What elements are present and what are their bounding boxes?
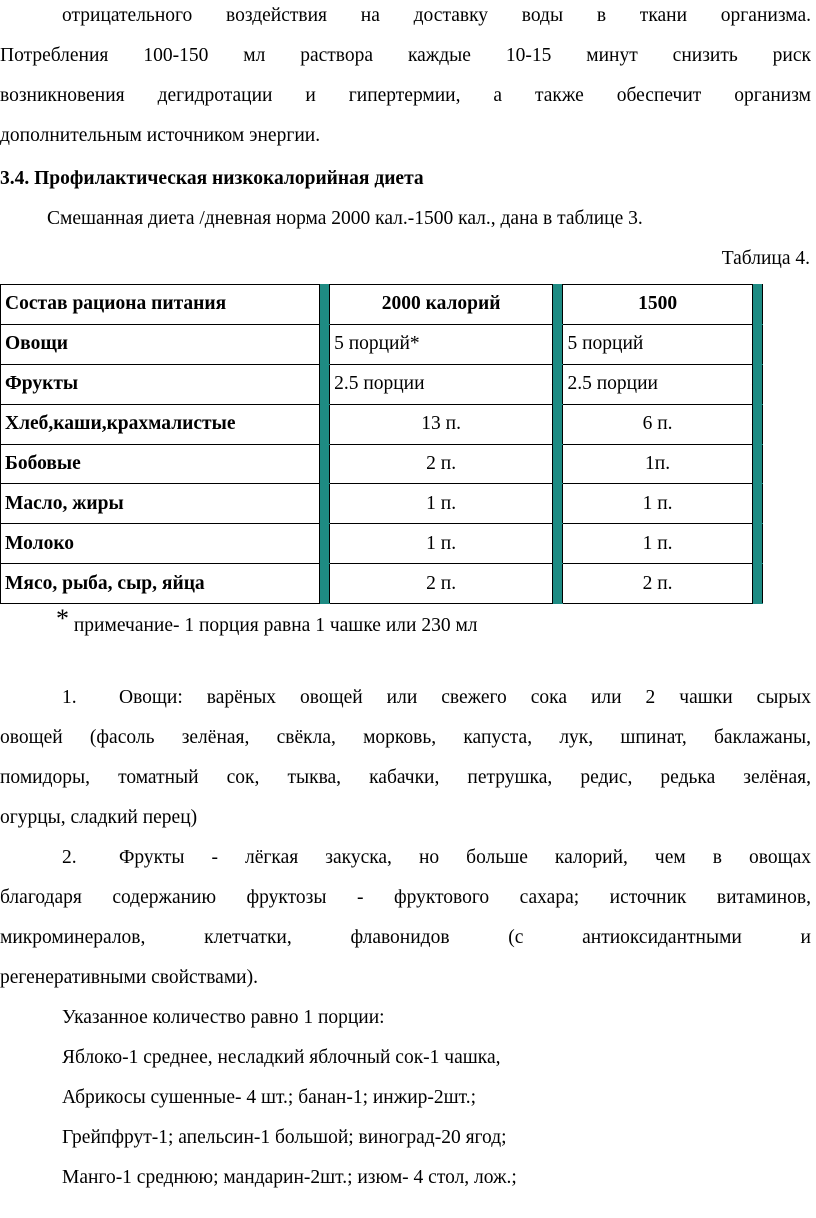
- list-item-text: Фрукты - лёгкая закуска, но больше калорий, чем в овощах: [119, 847, 811, 868]
- table-header-row: [1, 285, 763, 325]
- list-item-number: 1.: [62, 687, 77, 708]
- table-cell: Овощи: [1, 324, 320, 364]
- column-divider: [319, 324, 329, 364]
- paragraph-line: огурцы, сладкий перец): [0, 807, 198, 828]
- paragraph-line: благодаря содержанию фруктозы - фруктового сахара; источник витаминов,: [0, 887, 811, 908]
- table-cell: Хлеб,каши,крахмалистые: [1, 404, 320, 444]
- table-row: [1, 364, 763, 404]
- column-divider: [752, 484, 762, 524]
- table-cell: 1п.: [563, 444, 752, 484]
- portion-line: Грейпфрут-1; апельсин-1 большой; виноград-20 ягод;: [62, 1127, 507, 1148]
- list-item-text: Овощи: варёных овощей или свежего сока или 2 чашки сырых: [119, 687, 811, 708]
- table-cell: 2.5 порции: [330, 364, 553, 404]
- column-divider: [319, 444, 329, 484]
- paragraph-line: Потребления 100-150 мл раствора каждые 10-15 минут снизить риск: [0, 45, 811, 66]
- table-cell: Масло, жиры: [1, 484, 320, 524]
- column-divider: [752, 324, 762, 364]
- intro-line: Смешанная диета /дневная норма 2000 кал.-1500 кал., дана в таблице 3.: [47, 208, 643, 229]
- column-divider: [752, 404, 762, 444]
- table-caption: Таблица 4.: [721, 248, 810, 269]
- column-divider: [553, 404, 563, 444]
- column-divider: [319, 524, 329, 564]
- column-divider: [319, 364, 329, 404]
- table-row: [1, 444, 763, 484]
- portion-line: Указанное количество равно 1 порции:: [62, 1007, 385, 1028]
- column-divider: [752, 564, 762, 604]
- list-item-first-line: [0, 846, 811, 870]
- table-cell: 5 порций*: [330, 324, 553, 364]
- list-item-number: 2.: [62, 847, 77, 868]
- table-cell: 2 п.: [563, 564, 752, 604]
- column-divider: [319, 404, 329, 444]
- paragraph-line: регенеративными свойствами).: [0, 967, 258, 988]
- table-cell: Мясо, рыба, сыр, яйца: [1, 564, 320, 604]
- table-footnote: [56, 604, 478, 638]
- paragraph-line: возникновения дегидротации и гипертермии, а также обеспечит организм: [0, 85, 811, 106]
- table-cell: 1 п.: [330, 484, 553, 524]
- column-divider: [319, 484, 329, 524]
- table-cell: 1 п.: [563, 484, 752, 524]
- section-heading: 3.4. Профилактическая низкокалорийная диета: [0, 168, 424, 189]
- paragraph-line: микроминералов, клетчатки, флавонидов (с антиоксидантными и: [0, 927, 811, 948]
- column-divider: [553, 484, 563, 524]
- table-row: [1, 484, 763, 524]
- paragraph-line: помидоры, томатный сок, тыква, кабачки, петрушка, редис, редька зелёная,: [0, 767, 811, 788]
- table-cell: Молоко: [1, 524, 320, 564]
- table-cell: 2.5 порции: [563, 364, 752, 404]
- column-divider: [319, 564, 329, 604]
- table-cell: 1 п.: [330, 524, 553, 564]
- footnote-mark: *: [56, 604, 69, 633]
- table-row: [1, 404, 763, 444]
- table-cell: Бобовые: [1, 444, 320, 484]
- paragraph-line: отрицательного воздействия на доставку воды в ткани организма.: [62, 5, 811, 26]
- table-row: [1, 564, 763, 604]
- list-item-first-line: [0, 686, 811, 710]
- column-divider: [752, 285, 762, 325]
- column-divider: [553, 444, 563, 484]
- column-divider: [553, 285, 563, 325]
- table-cell: Фрукты: [1, 364, 320, 404]
- paragraph-line: дополнительным источником энергии.: [0, 125, 321, 146]
- column-header: Состав рациона питания: [1, 285, 320, 325]
- table-cell: 2 п.: [330, 564, 553, 604]
- table-cell: 5 порций: [563, 324, 752, 364]
- table-cell: 6 п.: [563, 404, 752, 444]
- table-row: [1, 524, 763, 564]
- column-divider: [319, 285, 329, 325]
- portion-line: Яблоко-1 среднее, несладкий яблочный сок-1 чашка,: [62, 1047, 501, 1068]
- diet-table: [0, 284, 763, 604]
- portion-line: Манго-1 среднюю; мандарин-2шт.; изюм- 4 стол, лож.;: [62, 1167, 517, 1188]
- column-divider: [553, 564, 563, 604]
- footnote-text: примечание- 1 порция равна 1 чашке или 230 мл: [73, 615, 478, 636]
- paragraph-line: овощей (фасоль зелёная, свёкла, морковь, капуста, лук, шпинат, баклажаны,: [0, 727, 811, 748]
- column-header: 1500: [563, 285, 752, 325]
- table-cell: 13 п.: [330, 404, 553, 444]
- column-header: 2000 калорий: [330, 285, 553, 325]
- column-divider: [553, 364, 563, 404]
- column-divider: [752, 364, 762, 404]
- table-row: [1, 324, 763, 364]
- table-cell: 1 п.: [563, 524, 752, 564]
- column-divider: [752, 444, 762, 484]
- column-divider: [752, 524, 762, 564]
- column-divider: [553, 524, 563, 564]
- table-cell: 2 п.: [330, 444, 553, 484]
- column-divider: [553, 324, 563, 364]
- portion-line: Абрикосы сушенные- 4 шт.; банан-1; инжир-2шт.;: [62, 1087, 477, 1108]
